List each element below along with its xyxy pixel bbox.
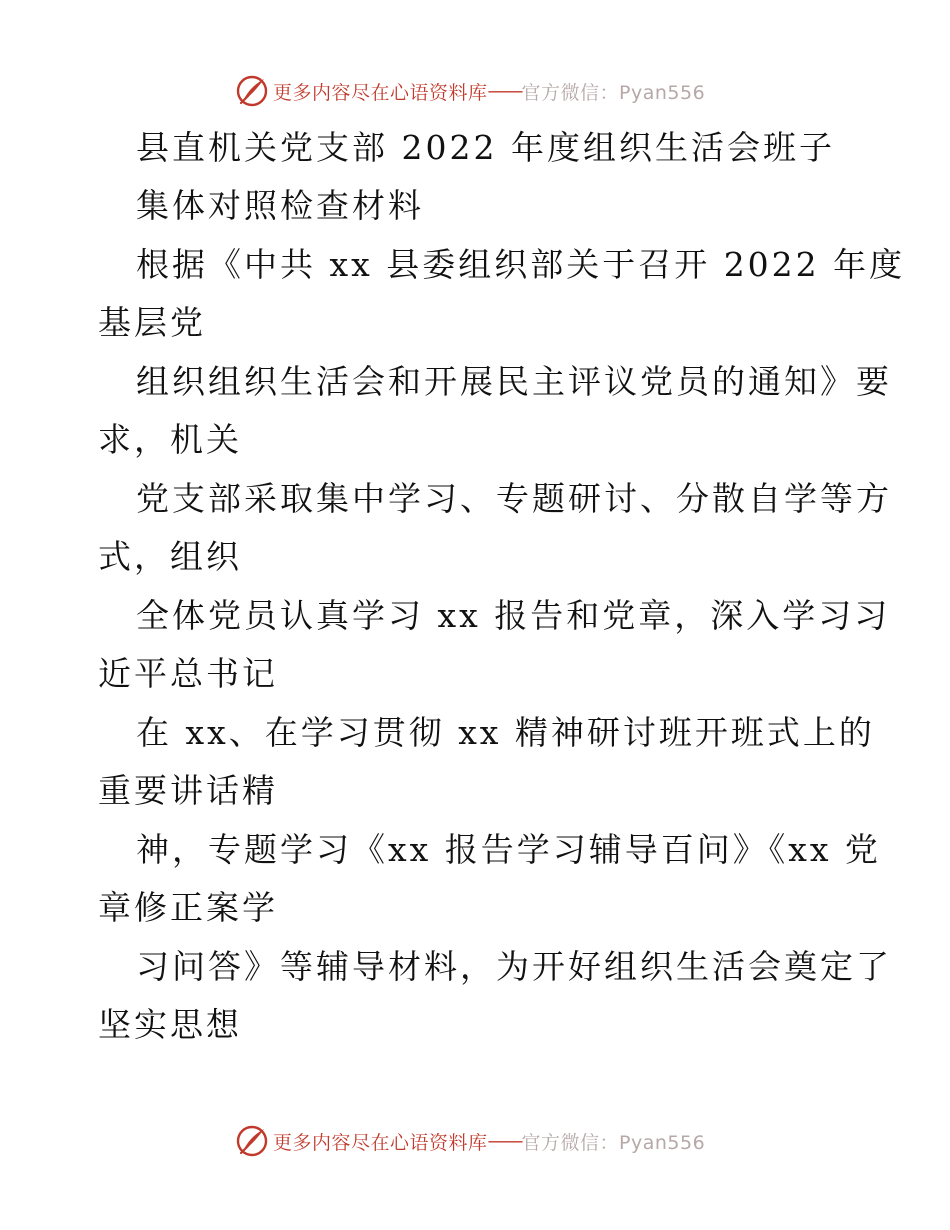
body-line: 在 xx、在学习贯彻 xx 精神研讨班开班式上的	[136, 713, 875, 752]
watermark-dash: ——	[487, 80, 522, 102]
footer-watermark	[235, 1121, 705, 1161]
body-line: 重要讲话精	[98, 771, 278, 810]
watermark-wechat-text: 官方微信：Pyan556	[521, 1131, 706, 1154]
body-line: 基层党	[98, 303, 206, 342]
watermark-library-text: 更多内容尽在心语资料库	[273, 81, 488, 104]
body-line: 近平总书记	[98, 654, 278, 693]
watermark-library-text: 更多内容尽在心语资料库	[273, 1131, 488, 1154]
body-line: 坚实思想	[98, 1005, 242, 1044]
body-line: 全体党员认真学习 xx 报告和党章，深入学习习	[136, 596, 891, 635]
body-line: 组织组织生活会和开展民主评议党员的通知》要	[136, 362, 892, 401]
watermark-wechat-text: 官方微信：Pyan556	[521, 81, 706, 104]
body-line: 章修正案学	[98, 888, 278, 927]
title-line-2: 集体对照检查材料	[136, 186, 424, 225]
body-line: 求，机关	[98, 420, 242, 459]
body-line: 式，组织	[98, 537, 242, 576]
body-line: 习问答》等辅导材料，为开好组织生活会奠定了	[136, 947, 892, 986]
body-line: 神，专题学习《xx 报告学习辅导百问》《xx 党	[136, 830, 881, 869]
title-line-1: 县直机关党支部 2022 年度组织生活会班子	[136, 128, 835, 167]
quill-seal-icon	[235, 1124, 269, 1158]
watermark-dash: ——	[487, 1130, 522, 1152]
header-watermark	[235, 71, 705, 111]
quill-seal-icon	[235, 74, 269, 108]
body-line: 根据《中共 xx 县委组织部关于召开 2022 年度	[136, 245, 906, 284]
body-line: 党支部采取集中学习、专题研讨、分散自学等方	[136, 479, 892, 518]
